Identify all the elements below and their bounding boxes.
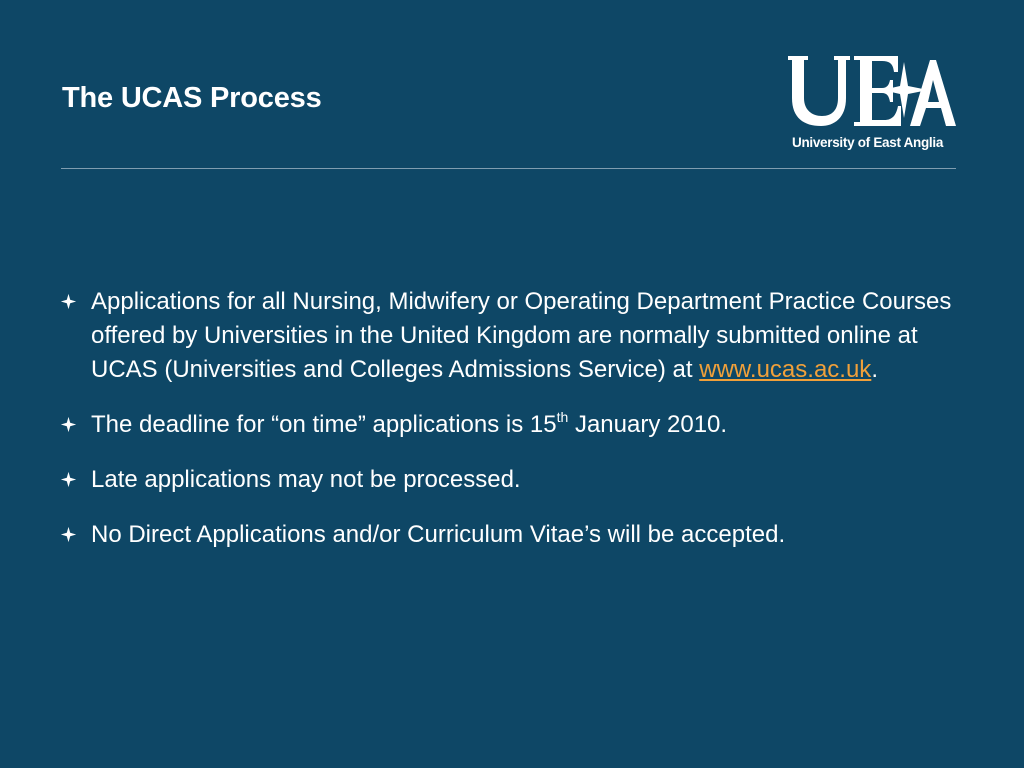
list-item xyxy=(60,285,960,387)
title-divider xyxy=(61,168,956,169)
four-point-star-icon xyxy=(60,526,77,543)
ucas-link[interactable]: www.ucas.ac.uk xyxy=(699,356,872,383)
four-point-star-icon xyxy=(60,293,77,310)
list-item xyxy=(60,408,960,442)
bullet-list xyxy=(60,285,960,573)
four-point-star-icon xyxy=(60,471,77,488)
bullet-text: Applications for all Nursing, Midwifery or Operating Department Practice Courses offered by Universities in the United Kingdom are normally submitted online at UCAS (Universities and Colleges Admissions Service) at xyxy=(91,288,952,383)
bullet-text: The deadline for “on time” applications is 15 xyxy=(91,411,557,438)
bullet-text: Late applications may not be processed. xyxy=(91,466,521,493)
ordinal-suffix: th xyxy=(556,409,569,425)
bullet-text-end: January 2010. xyxy=(568,411,728,438)
bullet-text-end: . xyxy=(871,356,878,383)
slide-title: The UCAS Process xyxy=(62,82,322,114)
uea-logo-mark xyxy=(780,48,958,132)
uea-logo xyxy=(780,48,958,158)
bullet-text: No Direct Applications and/or Curriculum Vitae’s will be accepted. xyxy=(91,521,786,548)
list-item xyxy=(60,518,960,552)
logo-caption: University of East Anglia xyxy=(792,135,944,150)
list-item xyxy=(60,463,960,497)
four-point-star-icon xyxy=(60,416,77,433)
